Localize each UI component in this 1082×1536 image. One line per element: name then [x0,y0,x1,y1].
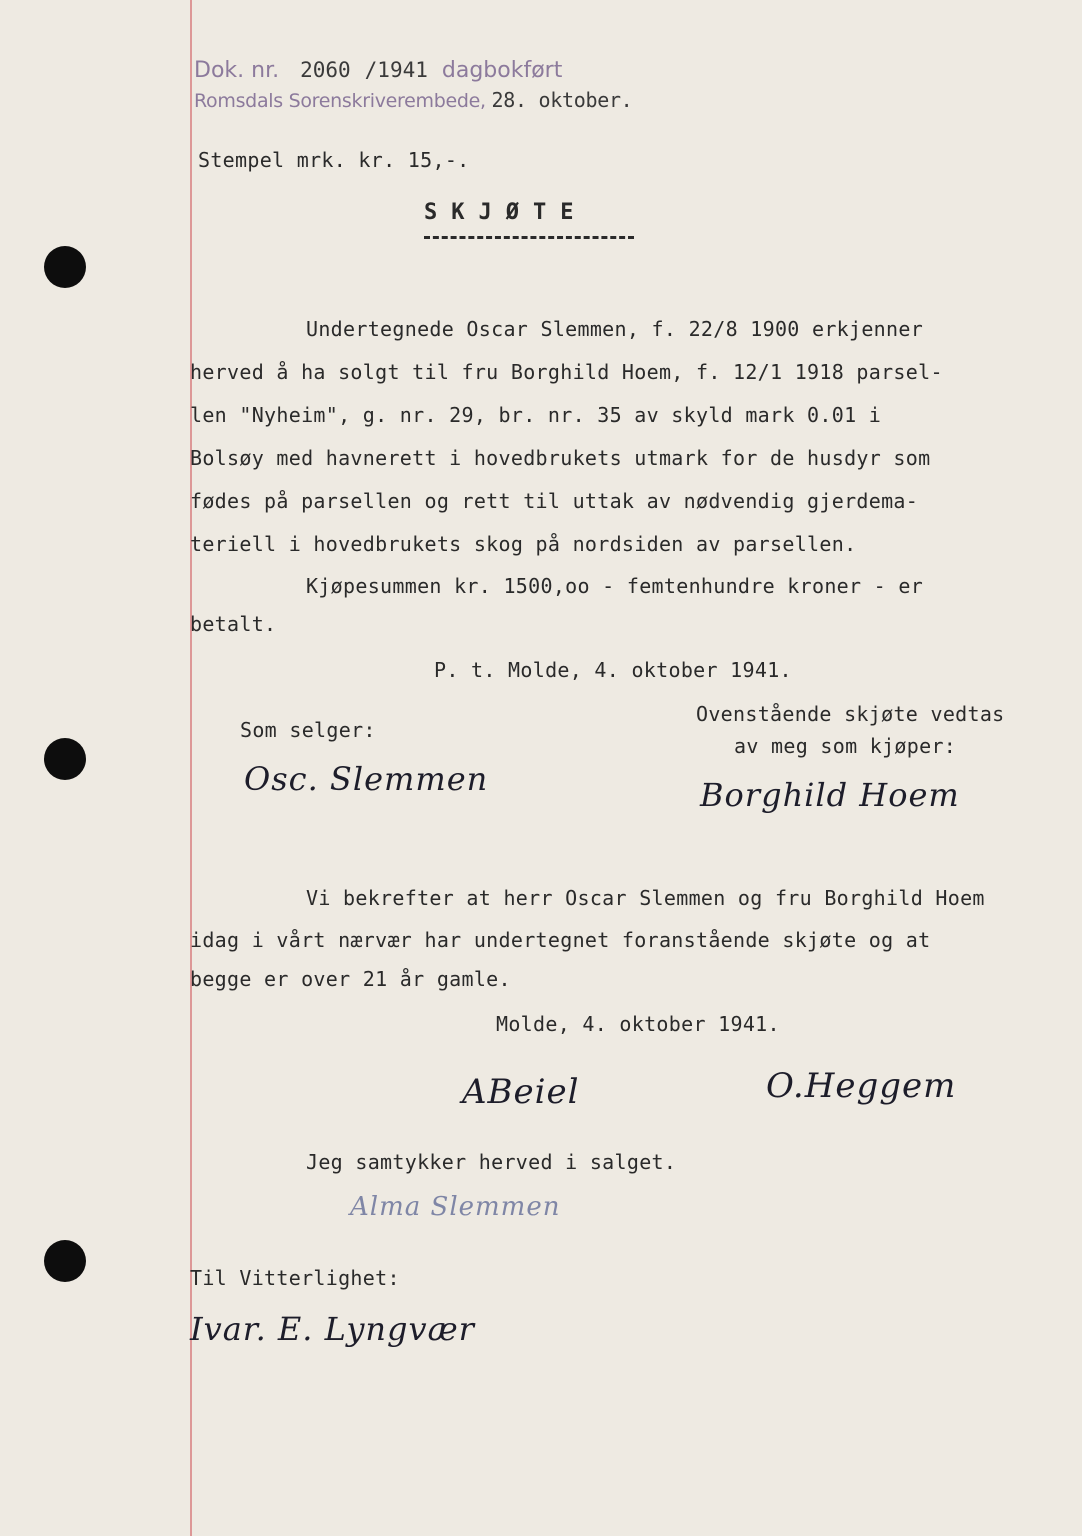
punch-hole [44,738,86,780]
buyer-label: av meg som kjøper: [734,734,957,758]
buyer-signature: Borghild Hoem [700,776,960,814]
body-line: Undertegnede Oscar Slemmen, f. 22/8 1900 erkjenner [306,317,924,341]
body-line: len "Nyheim", g. nr. 29, br. nr. 35 av skyld mark 0.01 i [190,403,882,427]
witness-signature: O.Heggem [766,1066,957,1106]
registration-stamp [194,58,562,83]
document-title: SKJØTE [424,200,588,225]
stamp-office: Romsdals Sorenskriverembede, [194,90,486,112]
seller-signature: Osc. Slemmen [244,760,489,798]
buyer-label: Ovenstående skjøte vedtas [696,702,1005,726]
stamp-dok-number: 2060 [300,58,351,82]
stamp-dagbokfort: dagbokført [441,58,563,83]
place-date: Molde, 4. oktober 1941. [496,1012,780,1036]
place-date: P. t. Molde, 4. oktober 1941. [434,658,792,682]
body-line: teriell i hovedbrukets skog på nordsiden av parsellen. [190,532,857,556]
witness-line: idag i vårt nærvær har undertegnet foranstående skjøte og at [190,928,931,952]
witness-signature: ABeiel [462,1072,580,1112]
punch-hole [44,1240,86,1282]
body-line: herved å ha solgt til fru Borghild Hoem, f. 12/1 1918 parsel- [190,360,943,384]
stempel-line: Stempel mrk. kr. 15,-. [198,148,470,172]
body-line: betalt. [190,612,277,636]
stamp-year: /1941 [364,58,428,82]
witness-line: begge er over 21 år gamle. [190,967,511,991]
registration-stamp-office [194,88,632,112]
punch-hole [44,246,86,288]
consent-signature: Alma Slemmen [350,1192,561,1222]
body-line: fødes på parsellen og rett til uttak av nødvendig gjerdema- [190,489,919,513]
seller-label: Som selger: [240,718,376,742]
body-line: Bolsøy med havnerett i hovedbrukets utmark for de husdyr som [190,446,931,470]
stamp-dok-label: Dok. nr. [194,58,280,83]
vitterlighet-label: Til Vitterlighet: [190,1266,400,1290]
vitterlighet-signature: Ivar. E. Lyngvær [190,1310,475,1348]
stamp-date: 28. oktober. [491,88,633,112]
witness-line: Vi bekrefter at herr Oscar Slemmen og fru Borghild Hoem [306,886,985,910]
title-underline [424,236,634,239]
margin-rule [190,0,192,1536]
consent-text: Jeg samtykker herved i salget. [306,1150,677,1174]
body-line: Kjøpesummen kr. 1500,oo - femtenhundre kroner - er [306,574,924,598]
